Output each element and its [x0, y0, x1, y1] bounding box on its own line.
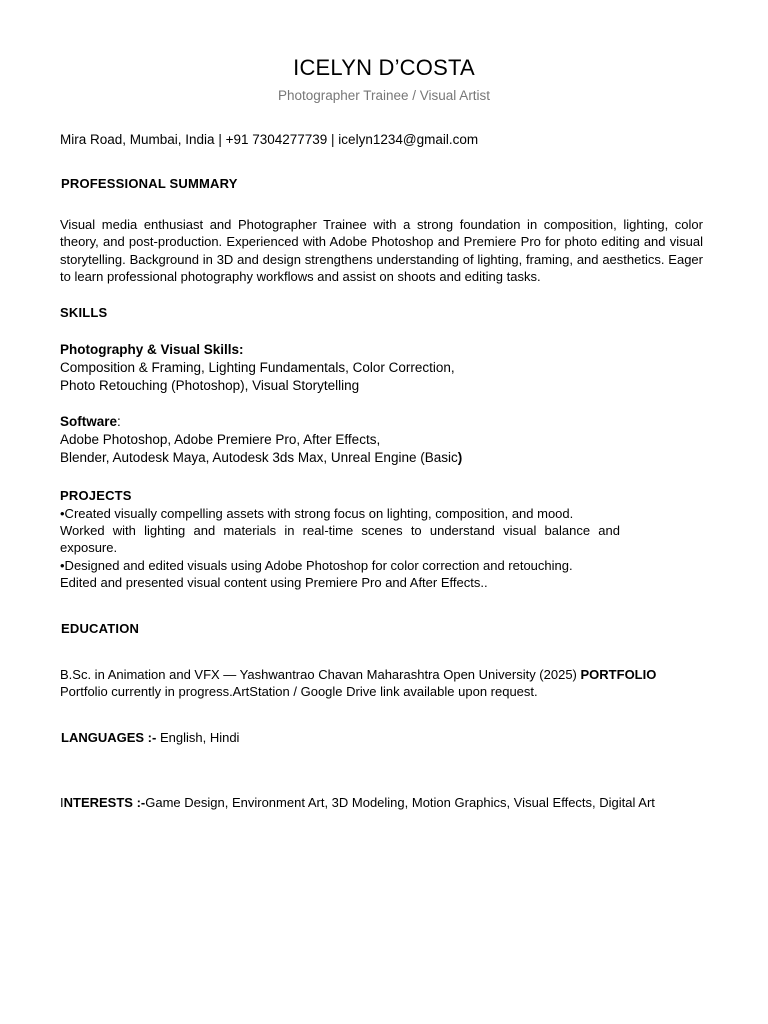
software-line-2-end: )	[457, 450, 463, 465]
project-item-3: •Designed and edited visuals using Adobe Photoshop for color correction and retouching.	[60, 557, 573, 573]
education-degree-line	[60, 666, 656, 683]
interests-line	[60, 794, 655, 811]
languages-line	[61, 729, 239, 746]
photo-skills-line-2: Photo Retouching (Photoshop), Visual Storytelling	[60, 378, 360, 393]
candidate-subtitle: Photographer Trainee / Visual Artist	[277, 88, 491, 103]
projects-list	[60, 505, 620, 591]
summary-text: Visual media enthusiast and Photographer Trainee with a strong foundation in composition, lighting, color theory, and post-production. Experienced with Adobe Photoshop and Premiere Pro for photo editing and visual storytelling. Background in 3D and design strengthens understanding of lighting, framing, and aesthetics. Eager to learn professional photography workflows and assist on shoots and editing tasks.	[60, 217, 703, 284]
interests-text: Game Design, Environment Art, 3D Modeling, Motion Graphics, Visual Effects, Digital Art	[145, 795, 655, 810]
summary-heading: PROFESSIONAL SUMMARY	[61, 176, 238, 191]
photo-skills-heading: Photography & Visual Skills:	[60, 342, 244, 357]
projects-heading: PROJECTS	[60, 488, 132, 503]
project-item-1: •Created visually compelling assets with strong focus on lighting, composition, and mood.	[60, 506, 574, 521]
interests-heading: NTERESTS :-	[63, 795, 146, 810]
languages-text: English, Hindi	[156, 730, 240, 745]
candidate-name: ICELYN D’COSTA	[293, 55, 475, 80]
project-item-4: Edited and presented visual content using Premiere Pro and After Effects..	[60, 574, 488, 590]
interests-heading-first: I	[60, 795, 64, 810]
skills-heading: SKILLS	[60, 305, 108, 320]
software-line-1: Adobe Photoshop, Adobe Premiere Pro, After Effects,	[60, 432, 381, 447]
software-heading-line	[60, 413, 121, 431]
portfolio-text: Portfolio currently in progress.ArtStation / Google Drive link available upon request.	[60, 684, 538, 699]
photo-skills-line-1: Composition & Framing, Lighting Fundamentals, Color Correction,	[60, 360, 455, 375]
software-heading: Software	[60, 414, 118, 429]
education-degree: B.Sc. in Animation and VFX — Yashwantrao Chavan Maharashtra Open University (2025)	[60, 667, 581, 682]
portfolio-heading: PORTFOLIO	[580, 667, 657, 682]
software-line-2	[60, 449, 462, 467]
software-line-2-text: Blender, Autodesk Maya, Autodesk 3ds Max, Unreal Engine (Basic	[60, 450, 458, 465]
software-colon: :	[117, 414, 121, 429]
project-item-2: Worked with lighting and materials in real-time scenes to understand visual balance and exposure.	[60, 523, 620, 556]
education-heading: EDUCATION	[61, 621, 140, 636]
contact-line: Mira Road, Mumbai, India | +91 7304277739 | icelyn1234@gmail.com	[60, 132, 479, 147]
languages-heading: LANGUAGES :-	[61, 730, 157, 745]
